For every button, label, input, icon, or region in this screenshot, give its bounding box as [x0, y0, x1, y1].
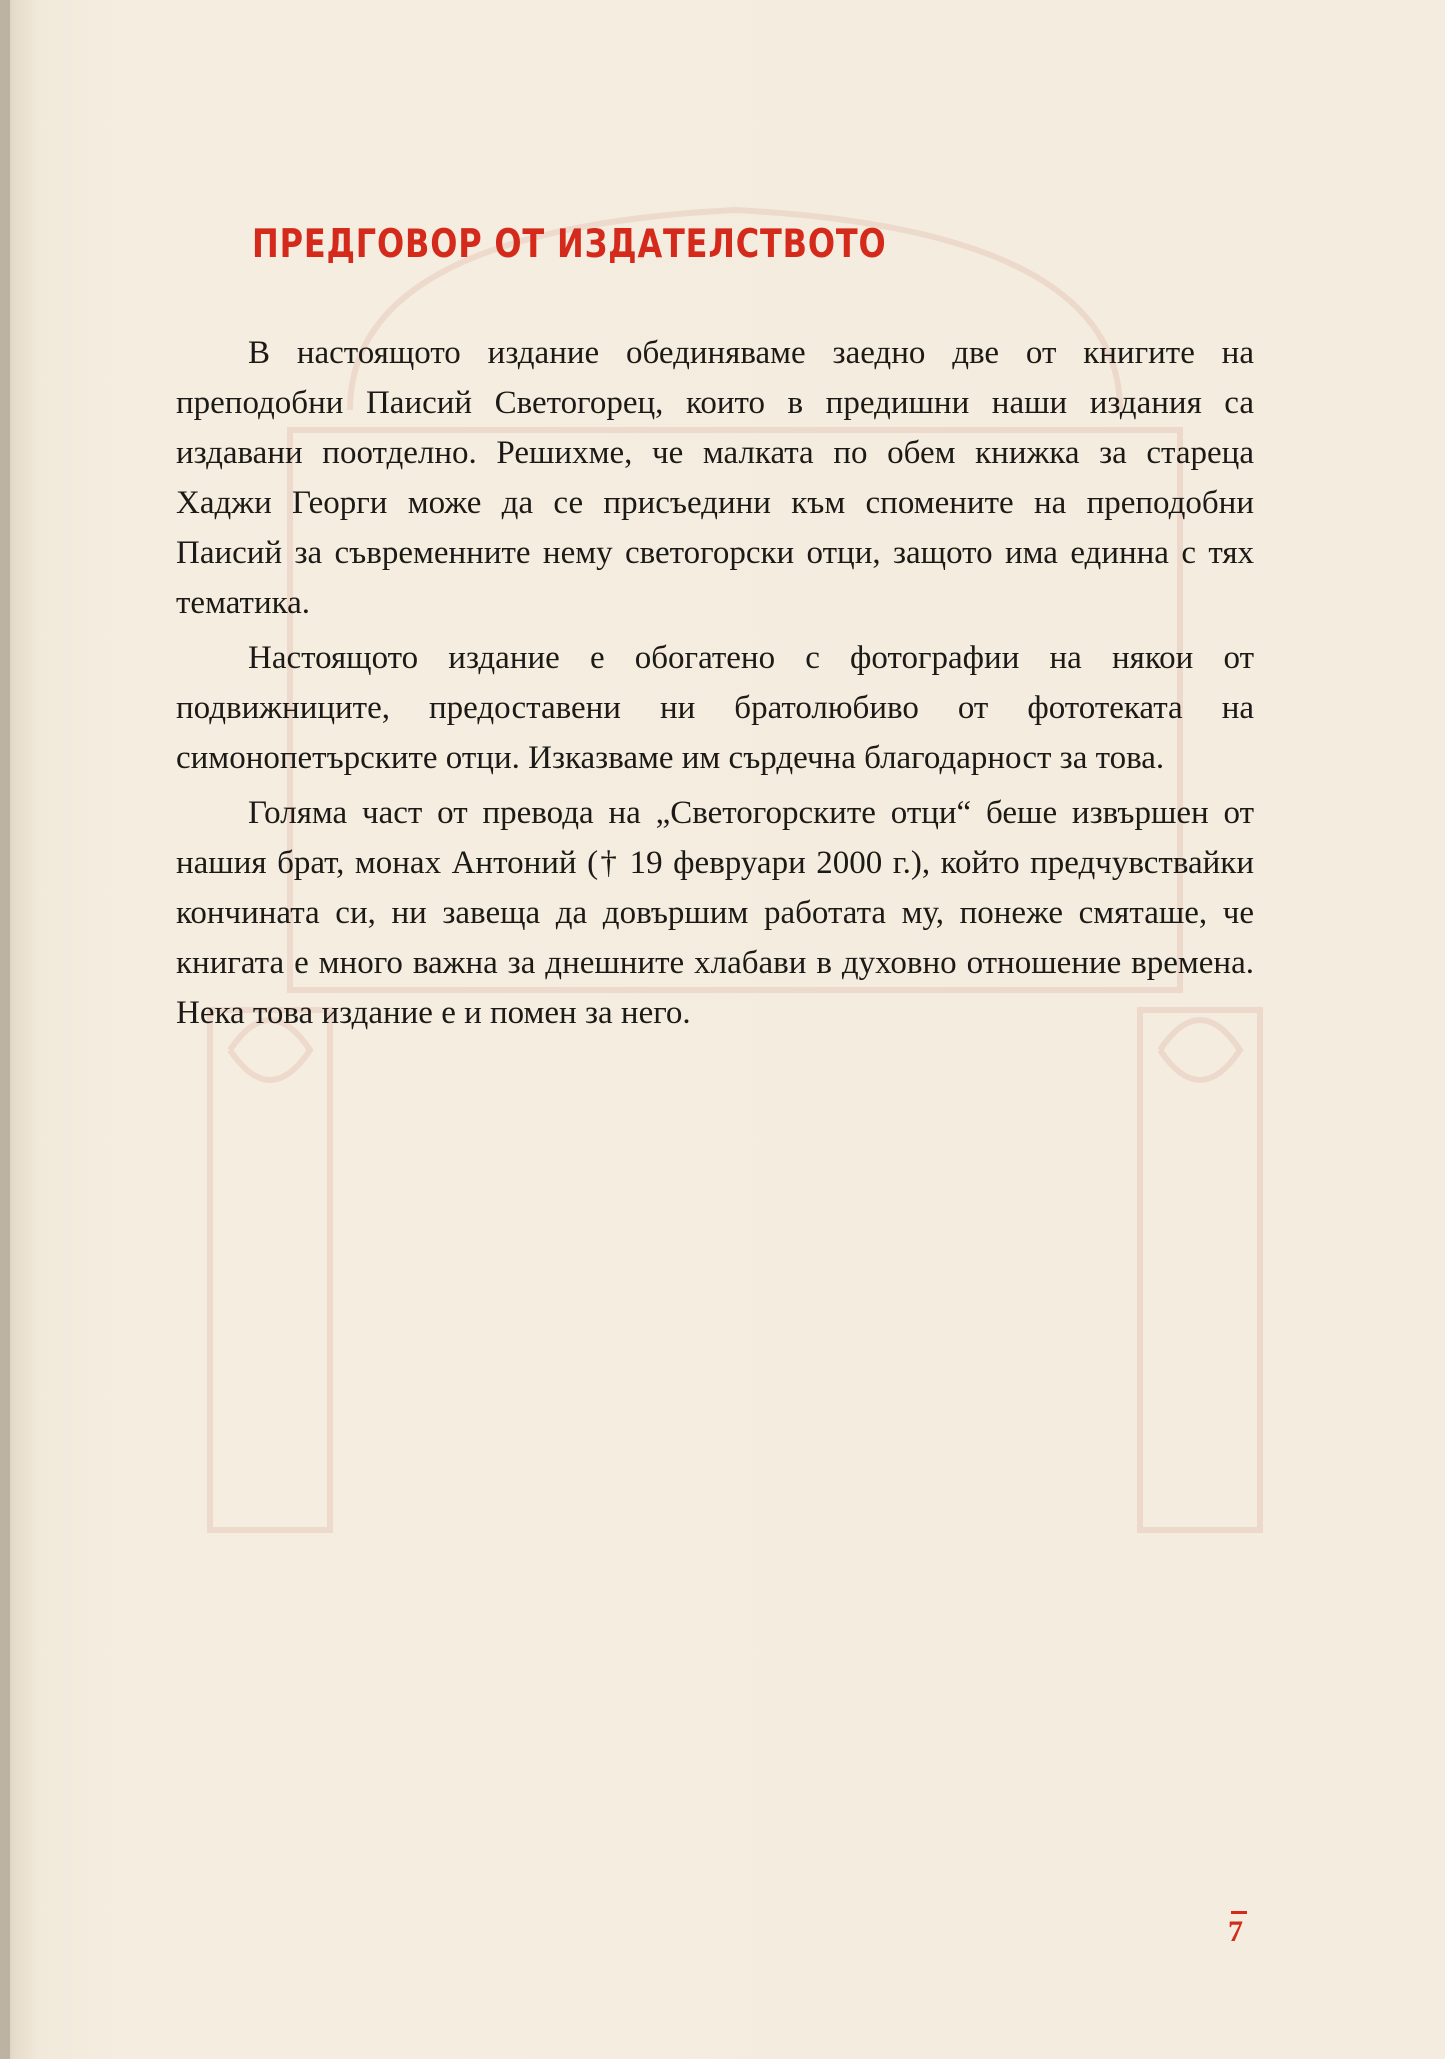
- paragraph-2: Настоящото издание е обогатено с фотографии на някои от подвижниците, предоставени ни братолюбиво от фототеката на симонопетърските отци. Изказваме им сърдечна благодарност за това.: [176, 640, 1254, 776]
- page-number-mark: [1231, 1911, 1247, 1914]
- paragraph-3: Голяма част от превода на „Светогорските отци“ беше извършен от нашия брат, монах Антоний († 19 февруари 2000 г.), който предчувствайки кончината си, ни завеща да довършим работата му, понеже смяташе, че книгата е много важна за днешните хлабави в духовно отношение времена. Нека това издание е и помен за него.: [176, 795, 1254, 1031]
- paragraph-1: В настоящото издание обединяваме заедно две от книгите на преподобни Паисий Светогорец, които в предишни наши издания са издавани поотделно. Решихме, че малката по обем книжка за стареца Хаджи Георги може да се присъедини към спомените на преподобни Паисий за съвременните нему светогорски отци, защото има единна с тях тематика.: [176, 335, 1254, 621]
- page-title: ПРЕДГОВОР ОТ ИЗДАТЕЛСТВОТО: [252, 222, 887, 267]
- page-number: 7: [1228, 1915, 1243, 1948]
- preface-body: [176, 328, 1254, 1043]
- spine-shadow: [0, 0, 10, 2059]
